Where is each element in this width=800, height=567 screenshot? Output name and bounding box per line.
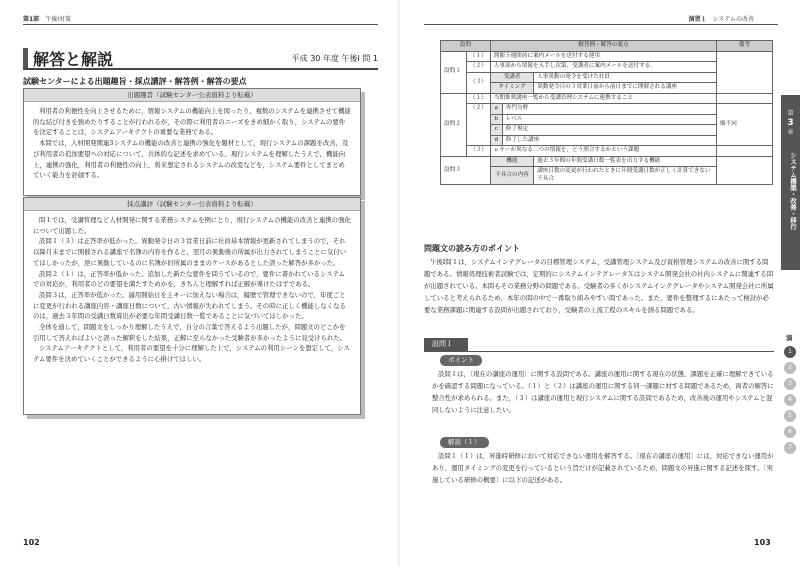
col-header: 設問: [441, 41, 491, 52]
intent-paragraph: 利用者の利便性を向上させるために，情報システムの機能向上を図ったり，複数のシステムを連携させて機能的な結び付きを強めたりすることが行われるが，その際に利用者のニーズをきめ細かく取り，システムの要件を決定することは，システムアーキテクトの重要な業務である。: [33, 107, 351, 137]
intent-box-title: 出題趣旨（試験センター公表資料より転載）: [24, 89, 360, 102]
table-cell: a: [490, 104, 502, 115]
table-cell: [717, 156, 773, 185]
exercise-nav-item[interactable]: 4: [784, 394, 796, 406]
table-cell: （１）: [467, 93, 491, 104]
chapter-suffix: 章: [787, 129, 794, 136]
point-label: ポイント: [440, 355, 482, 366]
table-cell: 人事異動の発令を受けた社員: [534, 72, 717, 83]
exercise-nav-item[interactable]: 3: [784, 378, 796, 390]
header-rule: [23, 24, 378, 25]
col-header: 備考: [717, 41, 773, 52]
table-cell: （３）: [467, 146, 491, 157]
table-cell: 機能: [490, 156, 533, 167]
table-cell: （３）: [467, 72, 491, 93]
part-label: 第1部: [23, 16, 40, 23]
exercise-nav-item[interactable]: 1: [784, 346, 796, 358]
table-cell: 開催５週間前に案内メールを送付する運用: [490, 51, 716, 62]
table-cell: 設問１: [441, 51, 467, 93]
table-cell: c: [490, 125, 502, 136]
table-cell: 専門分野: [502, 104, 716, 115]
table-cell: タイミング: [490, 83, 533, 94]
table-cell: [717, 146, 773, 157]
point-text: 設問１は，〔現在の講座の運用〕に関する設問である。講座の運用に関する現在の状態，課題を正確に理解できているかを確認する問題になっている。（１）と（２）は講座の運用に関する同一課題に対する問題であるため，両者の解答に整合性が求められる。また，（３）は講座の運用と現行システムに関する設問であるため，改善後の運用やシステムと混同しないように注意したい。: [432, 370, 774, 414]
table-cell: [717, 51, 773, 93]
review-paragraph: 設問２（１）は，正答率が低かった。追加した新たな要件を問うているので，要件に書かれているシステムでの対応が，利用者のどの要望を満たすためかを，きちんと理解すれば正解が導けたはずである。: [33, 269, 345, 289]
title-accent: [23, 48, 28, 68]
section-label: 演習１: [688, 16, 707, 23]
review-paragraph: 全体を通して，問題文をしっかり理解したうえで，自分の言葉で答えるよう出題したが，問題文のどこかを引用して答えればよいと誤った解釈をした結果，正解に至らなかった受験者が多かったように見受けられた。: [33, 323, 347, 342]
review-paragraph: システムアーキテクトとして，利用者の要望を十分に理解した上で，システムの利用シーンを想定して，システム要件を決めていくことができるように心掛けてほしい。: [33, 344, 350, 364]
intent-paragraph: 本問では，人材開発関連3システムの機能の改善と連携の強化を題材として，現行システムの課題を改善，及び利用者の追加要望への対応について，共体的な記述を求めている。現行システムを理解したうえで，機能向上，連携の強化，利用者の利便性の向上，将来想定されるシステムの改変などを，システム要件としてまとめていく能力を評価する。: [33, 139, 349, 180]
exercise-nav-item[interactable]: 2: [784, 362, 796, 374]
table-cell: 順不同: [717, 104, 773, 146]
question-bar: [424, 338, 774, 352]
exercise-nav-item[interactable]: 5: [784, 410, 796, 422]
section-title: システムの改善: [712, 16, 754, 23]
table-row: [441, 93, 773, 104]
table-cell: 設問３: [441, 156, 491, 185]
table-cell: 過去３年間の年間受講日数一覧表を出力する機能: [534, 156, 717, 167]
review-paragraph: 設問１（３）は正答率が低かった。異動発令日の３営業日前に社員基本情報が更新されてしまうので，それ以降月末までに開催される講座で名簿の内容を作ると，翌月の異動後の所属が出力されてしまうことに気付いてほしかったが，逆に異動しているのに名簿が旧所属のままのケースがあるとした誤った解答が多かった。: [33, 237, 347, 267]
answer-table: [440, 40, 773, 185]
exam-label: 平成 30 年度 午後Ⅰ 問 1: [291, 54, 378, 63]
chapter-number: [781, 110, 800, 137]
running-head-left: [23, 14, 71, 23]
table-cell: ｅキーが異なる二つの情報を，どう照合するかという課題: [490, 146, 716, 157]
section-title-bar: [23, 46, 378, 70]
page-number-left: 102: [23, 538, 40, 547]
table-cell: （１）: [467, 51, 491, 62]
part-title: 午後Ⅰ対策: [45, 16, 71, 23]
table-cell: 不具合の内容: [490, 167, 533, 185]
kaisetsu-label: 解説（１）: [440, 437, 489, 448]
table-cell: 当期推奨講座一覧から受講管理システムに連携すること: [490, 93, 716, 104]
exercise-nav-item[interactable]: 6: [784, 426, 796, 438]
table-cell: 設問２: [441, 93, 467, 156]
running-head-right: [689, 14, 754, 23]
question-tab: 設問１: [424, 338, 468, 351]
table-cell: （２）: [467, 104, 491, 146]
page-number-right: 103: [754, 538, 771, 547]
table-cell: b: [490, 114, 502, 125]
table-cell: 人事部から情報を入手し次第，受講者に案内メールを送付する。: [490, 62, 716, 73]
header-rule: [424, 24, 778, 25]
table-cell: 異動発令日の３営業日前から前日までに開催される講座: [534, 83, 717, 94]
page-title: 解答と解説: [33, 50, 114, 69]
table-cell: d: [490, 135, 502, 146]
review-box: [23, 197, 361, 415]
table-cell: 修了した講座: [502, 135, 716, 146]
chapter-title: システム構築・改善・移行: [789, 152, 797, 230]
table-row: [441, 104, 773, 115]
reading-points-text: 午後Ⅰ問１は，システムインテグレータの目標管理システム，受講管理システム及び資格管理システムの改善に関する問題である。情報処理技術者試験では，定期的にシステムインテグレータＸはシステム開発会社の社内システムに関連する問が出題されている。本問もその業務分野の問題である。受験者の多くがシステムインテグレータやシステム開発会社に所属していると考えられるため，本年の問の中で一番取り組みやすい問であった。また，要件を整理するにあたって検討が必要な業務課題に関連する設問が出題されており，受験者の上流工程のスキルを測る問題である。: [424, 258, 774, 314]
table-row: [441, 51, 773, 62]
reading-points-title: 問題文の読み方のポイント: [424, 244, 520, 253]
exercise-nav-label: 演: [786, 334, 793, 342]
kaisetsu-text: 設問１（１）は，昇進時研修において対応できない運用を解答する。〔現在の講座の運用〕には，対応できない運用があり，運用タイミングの変更を行っているという旨だけが記載されているため，問題文の昇進に関する記述を探す。〔実施している研修の概要〕に以下の記述がある。: [432, 452, 774, 484]
col-header: 解答例・解答の要点: [490, 41, 716, 52]
intent-box: [23, 88, 361, 196]
table-cell: 修了規定: [502, 125, 716, 136]
table-header-row: [441, 41, 773, 52]
review-paragraph: 問１では，受講管理など人材開発に関する業務システムを例にとり，現行システムの機能の改善と連携の強化について出題した。: [33, 216, 351, 235]
chapter-prefix: 第: [787, 110, 794, 117]
table-row: [441, 156, 773, 167]
subheading: 試験センターによる出題趣旨・採点講評・解答例・解答の要点: [23, 77, 247, 86]
table-cell: 受講者: [490, 72, 533, 83]
review-paragraph: 設問３は，正答率が低かった。適用開始日を主キーに加えない場合は，履歴で管理できないので，年度ごとに変更が行われる講座内容・講座日数について，古い情報が失われてしまう。その時に正しく機能しなくなるのは，過去３年間の受講日数算出が必要な年間受講日数一覧であることに気づいてほしかった。: [33, 290, 346, 321]
table-cell: （２）: [467, 62, 491, 73]
table-cell: レベル: [502, 114, 716, 125]
exercise-nav-item[interactable]: 7: [784, 442, 796, 454]
table-cell: 講座日数の変更が行われたときに年間受講日数が正しく計算できない不具合: [534, 167, 717, 185]
table-row: [441, 146, 773, 157]
review-box-title: 採点講評（試験センター公表資料より転載）: [24, 198, 360, 211]
table-cell: [717, 93, 773, 104]
chapter-num: 3: [787, 118, 794, 128]
